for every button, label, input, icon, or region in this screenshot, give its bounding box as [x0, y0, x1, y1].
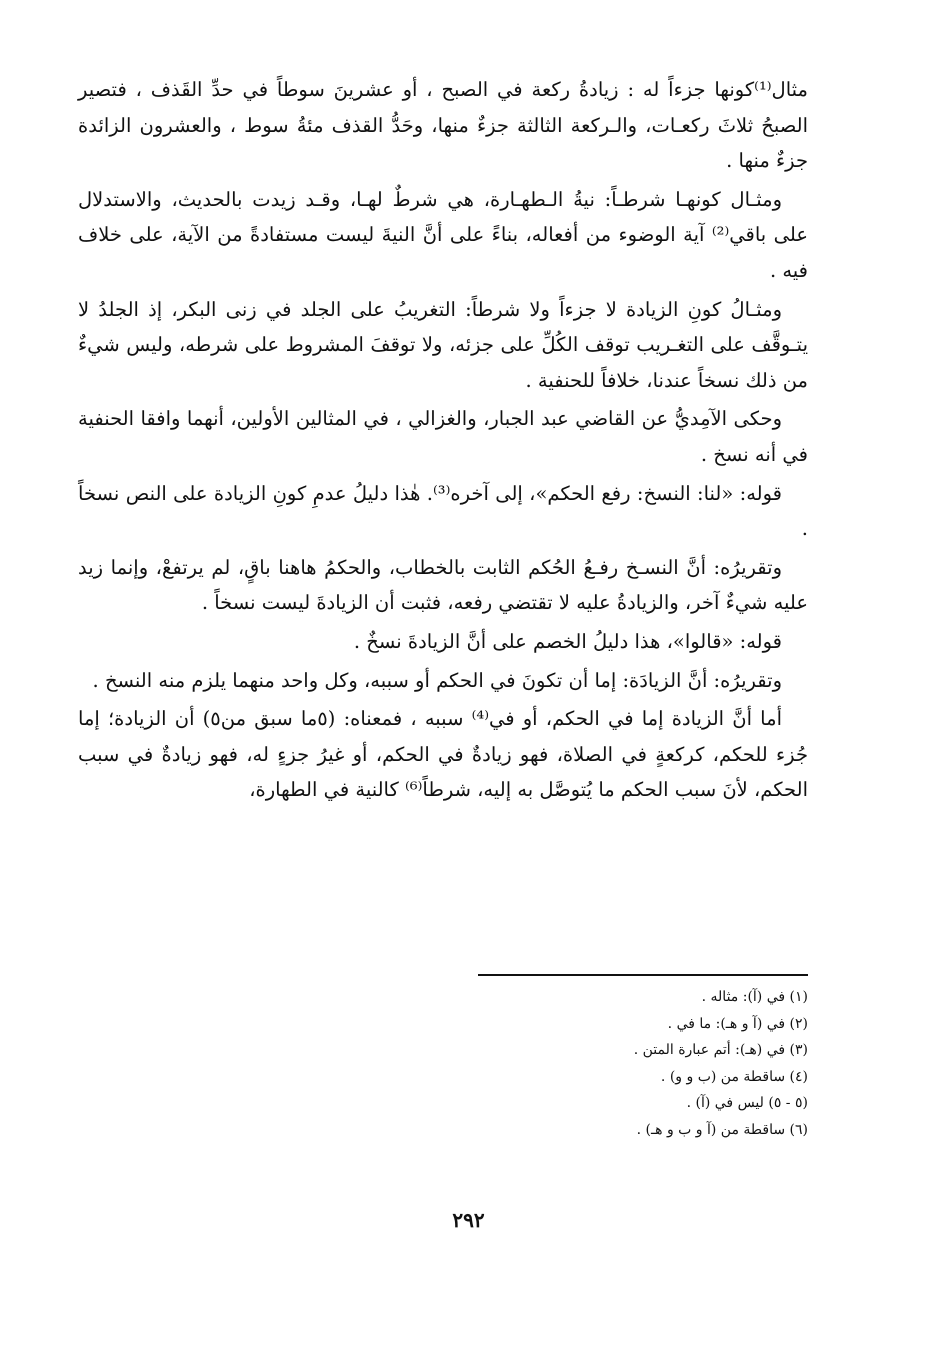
main-text	[78, 72, 808, 808]
paragraph-9: أما أنَّ الزيادة إما في الحكم، أو في⁽⁴⁾ سببه ، فمعناه: (٥ما سبق من٥) أن الزيادة؛ إما جُزء للحكم، كركعةٍ في الصلاة، فهو زيادةٌ في الحكم، أو غيرُ جزءٍ له، فهو زيادةٌ في سبب الحكم، لأنَ سبب الحكم ما يُتوصَّل به إليه، شرطاً⁽⁶⁾ كالنية في الطهارة،	[78, 707, 808, 802]
paragraph-3: ومثـالُ كونِ الزيادة لا جزءاً ولا شرطاً: التغريبُ على الجلد في زنى البكر، إذ الجلدُ لا يتـوقَّف على التغـريب توقف الكُلِّ على جزئه، ولا توقفَ المشروط على شرطه، وليس شيءٌ من ذلك نسخاً عندنا، خلافاً للحنفية .	[78, 297, 808, 392]
paragraph-6: وتقريرُه: أنَّ النسـخ رفـعُ الحُكم الثابت بالخطاب، والحكمُ هاهنا باقٍ، لم يرتفعْ، وإنما زيد عليه شيءٌ آخر، والزيادةُ عليه لا تقتضي رفعه، فثبت أن الزيادةَ ليست نسخاً .	[78, 555, 808, 615]
paragraph-7: قوله: «قالوا»، هذا دليلُ الخصم على أنَّ الزيادةَ نسخٌ .	[353, 629, 782, 653]
footnotes	[478, 984, 808, 1143]
paragraph-8: وتقريرُه: أنَّ الزيادَة: إما أن تكونَ في الحكم أو سببه، وكل واحد منهما يلزم منه النسخ .	[92, 668, 782, 692]
footnote-6: (٦) ساقطة من (آ و ب و هـ) .	[636, 1121, 808, 1138]
page-number: ٢٩٢	[452, 1208, 485, 1232]
footnote-2: (٢) في (آ و هـ): ما في .	[667, 1015, 808, 1032]
paragraph-5: قوله: «لنا: النسخ: رفع الحكم»، إلى آخره⁽³⁾. هٰذا دليلُ عدمِ كونِ الزيادة على النص نسخاً .	[78, 481, 808, 541]
footnote-5: (٥ - ٥) ليس في (آ) .	[686, 1095, 808, 1111]
footnote-1: (١) في (آ): مثاله .	[701, 989, 808, 1005]
paragraph-4: وحكى الآمِديُّ عن القاضي عبد الجبار، والغزالي ، في المثالين الأولين، أنهما وافقا الحنفية في أنه نسخ .	[78, 407, 808, 466]
paragraph-2: ومثـال كونهـا شرطـاً: نيةُ الـطهـارة، هي شرطٌ لهـا، وقـد زيدت بالحديث، والاستدلال على باقي⁽²⁾ آية الوضوء من أفعاله، بناءً على أنَّ النيةَ ليست مستفادةً من الآية، على خلاف فيه .	[78, 187, 808, 282]
footnote-3: (٣) في (هـ): أتم عبارة المتن .	[633, 1042, 808, 1058]
footnote-divider	[478, 974, 808, 976]
footnote-4: (٤) ساقطة من (ب و و) .	[660, 1068, 808, 1085]
paragraph-1: مثال⁽¹⁾كونها جزءاً له : زيادةُ ركعة في الصبح ، أو عشرينَ سوطاً في حدِّ القَذف ، فتصير الصبحُ ثلاثَ ركعـات، والـركعة الثالثة جزءٌ منها، وحَدُّ القذف مئةُ سوط ، والعشرون الزائدة جزءٌ منها .	[78, 78, 808, 173]
